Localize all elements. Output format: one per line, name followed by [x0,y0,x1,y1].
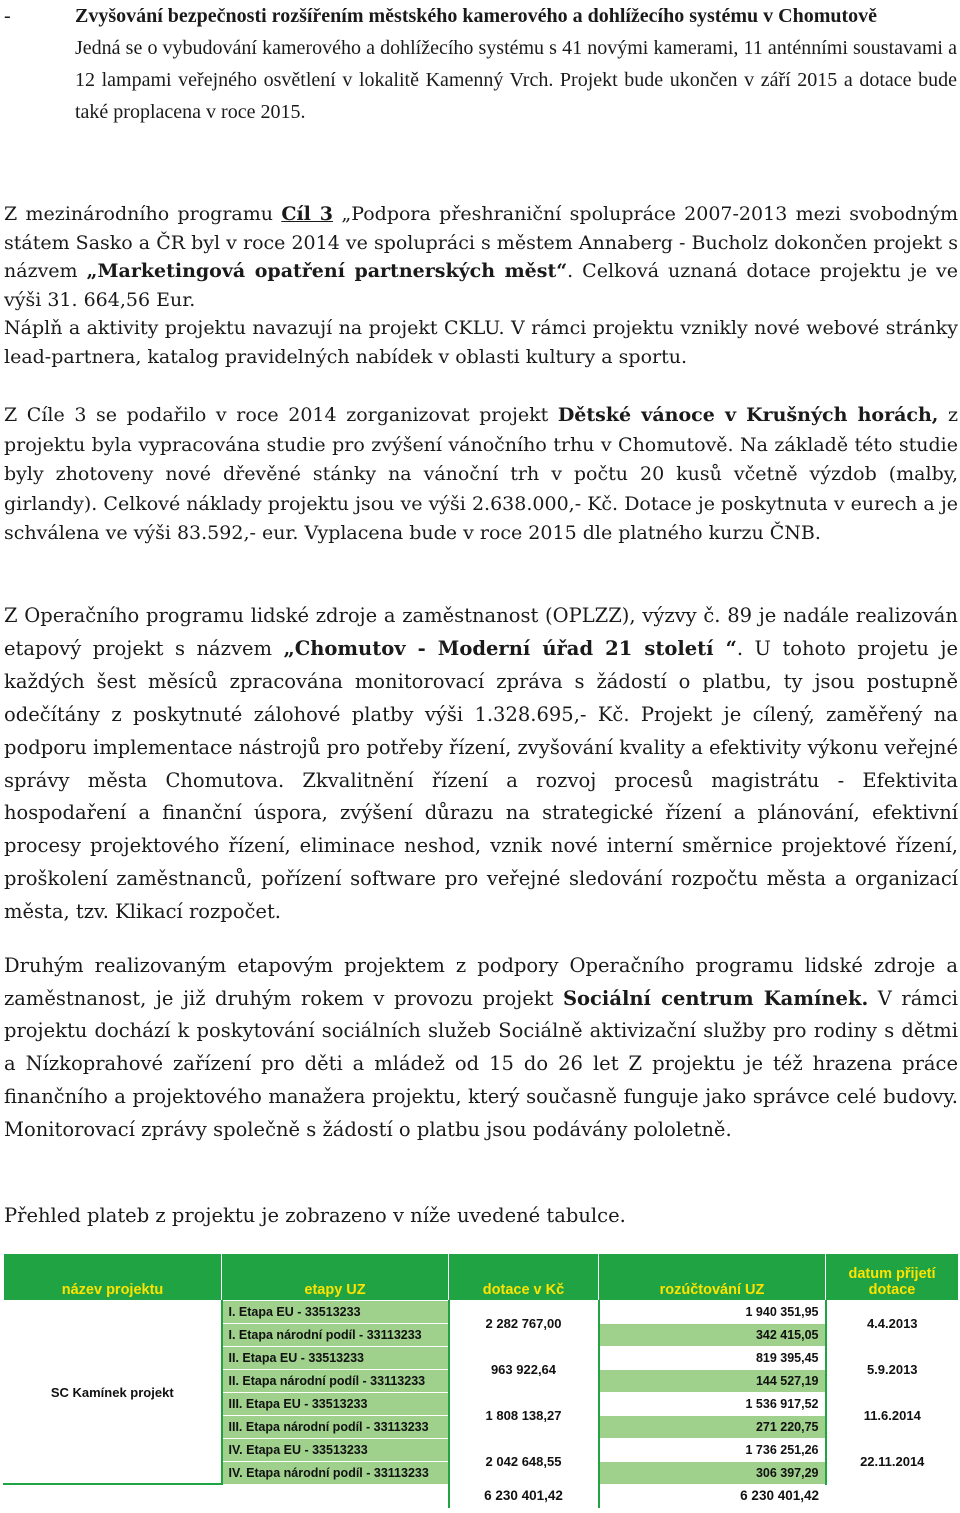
project-name-bold: „Chomutov - Moderní úřad 21 století “ [283,636,737,660]
text-span: z projektu byla vypracována studie pro zvýšení vánočního trhu v Chomutově. Na základě této studie byly zhotoveny nové dřevěné stánky na vánoční trh v počtu 20 kusů včetně výzdob (malby, girlandy). Celkové náklady projektu jsou ve výši 2.638.000,- Kč. Dotace je poskytnuta v eurech a je schválena ve výši 83.592,- eur. Vyplacena bude v roce 2015 dle platného kurzu ČNB. [4,404,958,544]
stage-cell: III. Etapa národní podíl - 33113233 [222,1415,449,1438]
header-date: datum přijetí dotace [826,1254,959,1301]
table-total-row [4,1484,959,1508]
header-allocation: rozúčtování UZ [599,1254,826,1301]
program-name-underlined: Cíl 3 [281,203,334,225]
header-project-name: název projektu [4,1254,222,1301]
stage-cell: IV. Etapa EU - 33513233 [222,1438,449,1461]
subsidy-cell: 963 922,64 [449,1346,599,1392]
bullet-dash: - [4,5,11,27]
paragraph-socialni-centrum [4,950,958,1146]
date-cell: 4.4.2013 [826,1301,959,1347]
allocation-cell: 144 527,19 [599,1369,826,1392]
bullet-title: Zvyšování bezpečnosti rozšířením městského kamerového a dohlížecího systému v Chomutově [75,5,878,27]
allocation-cell: 271 220,75 [599,1415,826,1438]
stage-cell: III. Etapa EU - 33513233 [222,1392,449,1415]
subsidy-cell: 2 042 648,55 [449,1438,599,1484]
allocation-cell: 342 415,05 [599,1323,826,1346]
date-cell: 5.9.2013 [826,1346,959,1392]
paragraph-table-intro [4,1200,958,1232]
allocation-cell: 1 736 251,26 [599,1438,826,1461]
total-subsidy-cell: 6 230 401,42 [449,1484,599,1508]
allocation-cell: 1 940 351,95 [599,1301,826,1324]
text-span: . Celková uznaná dotace projektu je ve výši 31. 664,56 Eur. [4,260,959,311]
header-subsidy: dotace v Kč [449,1254,599,1301]
text-span: Náplň a aktivity projektu navazují na projekt CKLU. V rámci projektu vznikly nové webové stránky lead-partnera, katalog pravidelných nabídek v oblasti kultury a sportu. [4,317,958,368]
paragraph-detske-vanoce [4,401,958,549]
bullet-text: Jedná se o vybudování kamerového a dohlížecího systému s 41 novými kamerami, 11 anténními soustavami a 12 lampami veřejného osvětlení v lokalitě Kamenný Vrch. Projekt bude ukončen v září 2015 a dotace bude také proplacena v roce 2015. [75,37,957,123]
text-span: . U tohoto projetu je každých šest měsíců zpracována monitorovací zpráva s žádostí o platbu, ty jsou postupně odečítány z poskytnuté zálohové platby výši 1.328.695,- Kč. Projekt je cílený, zaměřený na podporu implementace nástrojů pro potřeby řízení, zvyšování kvality a efektivity výkonu veřejné správy města Chomutova. Zkvalitnění řízení a rozvoj procesů magistrátu - Efektivita hospodaření a finanční úspora, zvýšení důrazu na strategické řízení a plánování, efektivní procesy projektového řízení, eliminace neshod, vznik nové interní směrnice projektové řízení, proškolení zaměstnanců, pořízení software pro veřejné sledování rozpočtu města a organizací města, tzv. Klikací rozpočet. [4,636,958,924]
text-span: Z mezinárodního programu [4,203,282,225]
text-span: Z Operačního programu lidské zdroje a zaměstnanost (OPLZZ), výzvy č. 89 je nadále realizován etapový projekt s názvem [4,604,958,660]
payments-table [3,1253,959,1508]
subsidy-cell: 1 808 138,27 [449,1392,599,1438]
allocation-cell: 1 536 917,52 [599,1392,826,1415]
stage-cell: II. Etapa národní podíl - 33113233 [222,1369,449,1392]
date-cell: 22.11.2014 [826,1438,959,1484]
blank-cell [222,1484,449,1508]
date-cell: 11.6.2014 [826,1392,959,1438]
total-allocation-cell: 6 230 401,42 [599,1484,826,1508]
table-header-row [4,1254,959,1301]
text-span: Přehled plateb z projektu je zobrazeno v níže uvedené tabulce. [4,1204,626,1227]
header-stages: etapy UZ [222,1254,449,1301]
project-name-cell: SC Kamínek projekt [4,1301,222,1485]
table-row [4,1301,959,1324]
stage-cell: II. Etapa EU - 33513233 [222,1346,449,1369]
project-name-bold: Dětské vánoce v Krušných horách, [557,404,939,426]
stage-cell: I. Etapa národní podíl - 33113233 [222,1323,449,1346]
subsidy-cell: 2 282 767,00 [449,1301,599,1347]
project-name-bold: Sociální centrum Kamínek. [562,986,869,1010]
text-span: V rámci projektu dochází k poskytování sociálních služeb Sociálně aktivizační služby pro rodiny s dětmi a Nízkoprahové zařízení pro děti a mládež od 15 do 26 let Z projektu je též hrazena práce finančního a projektového manažera projektu, který současně funguje jako správce celé budovy. Monitorovací zprávy společně s žádostí o platbu jsou podávány pololetně. [4,986,958,1141]
text-span: „Podpora přeshraniční spolupráce 2007-2013 mezi svobodným státem Sasko a ČR byl v roce 2014 ve spolupráci s městem Annaberg - Bucholz dokončen projekt s názvem [4,203,958,282]
paragraph-cil3-marketing [4,200,958,371]
allocation-cell: 819 395,45 [599,1346,826,1369]
text-span: Z Cíle 3 se podařilo v roce 2014 zorganizovat projekt [4,404,558,426]
text-span: Druhým realizovaným etapovým projektem z podpory Operačního programu lidské zdroje a zaměstnanost, je již druhým rokem v provozu projekt [4,954,958,1010]
project-name-bold: „Marketingová opatření partnerských měst“ [86,260,568,282]
bullet-body [75,0,957,128]
stage-cell: IV. Etapa národní podíl - 33113233 [222,1461,449,1484]
blank-cell [4,1484,222,1508]
paragraph-moderni-urad [4,600,958,929]
allocation-cell: 306 397,29 [599,1461,826,1484]
stage-cell: I. Etapa EU - 33513233 [222,1301,449,1324]
blank-cell [826,1484,959,1508]
